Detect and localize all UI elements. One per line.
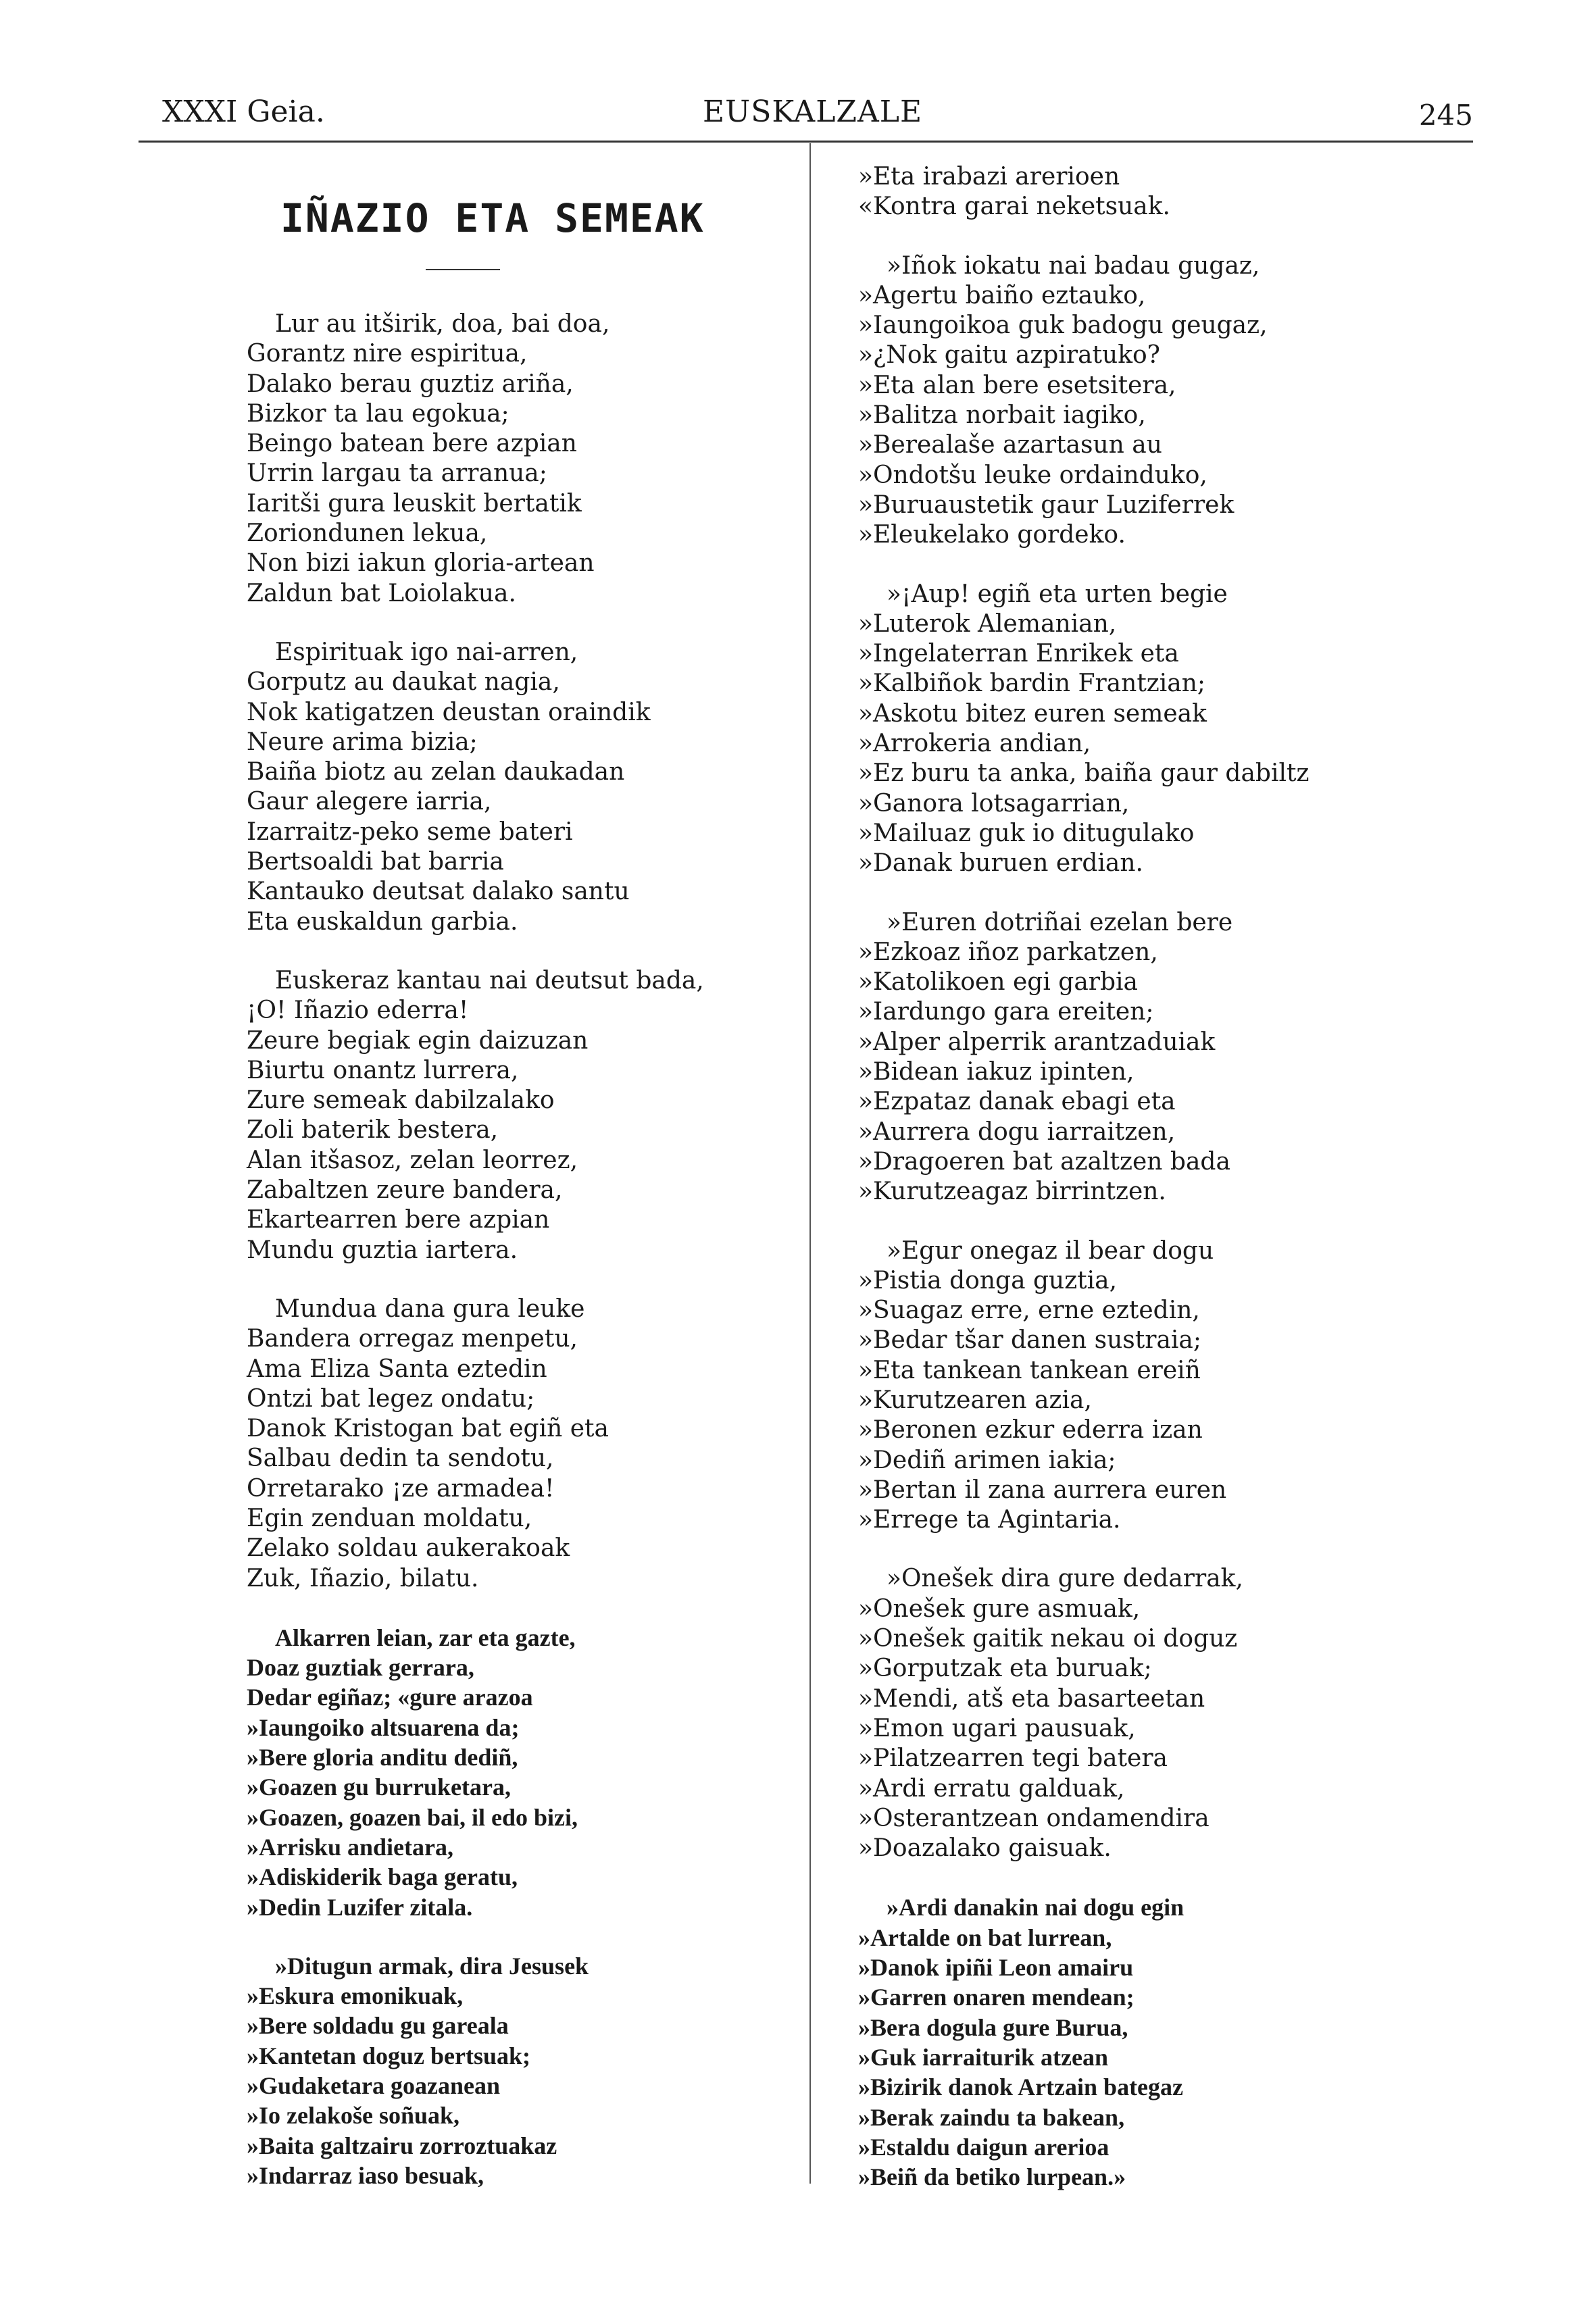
verse-line: Dedar egiñaz; «gure arazoa xyxy=(247,1684,533,1711)
verse-line: Zoli baterik bestera, xyxy=(247,1116,499,1145)
verse-line: Iaritši gura leuskit bertatik xyxy=(247,489,582,518)
verse-line: »Dedin Luzifer zitala. xyxy=(247,1893,473,1921)
verse-line: »Suagaz erre, erne eztedin, xyxy=(858,1297,1200,1325)
verse-line: »Ditugun armak, dira Jesusek xyxy=(275,1952,589,1980)
verse-line: »Emon ugari pausuak, xyxy=(858,1714,1136,1742)
verse-line: Kantauko deutsat dalako santu xyxy=(247,878,630,906)
verse-line: »Adiskiderik baga geratu, xyxy=(247,1863,518,1891)
verse-line: »Ez buru ta anka, baiña gaur dabiltz xyxy=(858,759,1310,788)
verse-line: »Bizirik danok Artzain bategaz xyxy=(858,2073,1184,2101)
verse-line: Ama Eliza Santa eztedin xyxy=(247,1355,547,1383)
verse-line: »Osterantzean ondamendira xyxy=(858,1804,1210,1832)
verse-line: »Gorputzak eta buruak; xyxy=(858,1655,1152,1683)
verse-line: »Beiñ da betiko lurpean.» xyxy=(858,2163,1126,2191)
stanza xyxy=(858,251,1466,551)
verse-line: »Eta tankean tankean ereiñ xyxy=(858,1356,1201,1384)
verse-line: »Agertu baiño eztauko, xyxy=(858,281,1146,309)
verse-line: »Kurutzearen azia, xyxy=(858,1386,1092,1414)
verse-line: Zeure begiak egin daizuzan xyxy=(247,1026,589,1055)
journal-name: EUSKALZALE xyxy=(703,95,923,129)
verse-line: »Doazalako gaisuak. xyxy=(858,1834,1112,1863)
verse-line: Bandera orregaz menpetu, xyxy=(247,1325,578,1353)
verse-line: Zure semeak dabilzalako xyxy=(247,1086,555,1115)
verse-line: »Baita galtzairu zorroztuakaz xyxy=(247,2132,557,2159)
verse-line: Gorantz nire espiritua, xyxy=(247,340,528,368)
verse-line: Lur au itširik, doa, bai doa, xyxy=(275,310,610,338)
stanza xyxy=(858,1892,1466,2192)
verse-line: Beingo batean bere azpian xyxy=(247,430,577,458)
verse-line: »Onešek gaitik nekau oi doguz xyxy=(858,1625,1238,1653)
verse-line: »Goazen gu burruketara, xyxy=(247,1774,511,1801)
verse-line: Mundua dana gura leuke xyxy=(275,1294,585,1323)
verse-line: »Danak buruen erdian. xyxy=(858,849,1143,878)
poem-title: IÑAZIO ETA SEMEAK xyxy=(280,195,705,241)
verse-line: »Garren onaren mendean; xyxy=(858,1984,1134,2011)
verse-line: »Bedar tšar danen sustraia; xyxy=(858,1326,1202,1355)
verse-line: »Guk iarraiturik atzean xyxy=(858,2043,1108,2071)
verse-line: »Bere soldadu gu gareala xyxy=(247,2012,509,2040)
verse-line: »Pistia donga guztia, xyxy=(858,1266,1118,1294)
verse-line: Bertsoaldi bat barria xyxy=(247,848,504,876)
verse-line: »Eta alan bere esetsitera, xyxy=(858,371,1176,399)
verse-line: »Eskura emonikuak, xyxy=(247,1982,464,2010)
verse-line: Bizkor ta lau egokua; xyxy=(247,399,509,428)
verse-line: »Iardungo gara ereiten; xyxy=(858,998,1154,1026)
verse-line: »Arrisku andietara, xyxy=(247,1833,453,1861)
stanza xyxy=(247,1623,801,1922)
verse-line: Zabaltzen zeure bandera, xyxy=(247,1176,563,1205)
page-number: 245 xyxy=(1418,99,1473,132)
verse-line: Non bizi iakun gloria-artean xyxy=(247,549,595,578)
verse-line: Ekartearren bere azpian xyxy=(247,1206,550,1234)
verse-line: Salbau dedin ta sendotu, xyxy=(247,1444,554,1473)
verse-line: »Ondotšu leuke ordainduko, xyxy=(858,461,1207,489)
verse-line: »Aurrera dogu iarraitzen, xyxy=(858,1117,1176,1146)
running-header xyxy=(135,81,1473,142)
verse-line: Zuk, Iñazio, bilatu. xyxy=(247,1564,479,1592)
stanza xyxy=(247,1951,801,2190)
verse-line: »Indarraz iaso besuak, xyxy=(247,2161,484,2189)
verse-line: Eta euskaldun garbia. xyxy=(247,907,518,936)
right-stanzas xyxy=(858,162,1466,2192)
verse-line: Baiña biotz au zelan daukadan xyxy=(247,758,625,786)
verse-line: Orretarako ¡ze armadea! xyxy=(247,1474,555,1503)
left-column xyxy=(247,162,801,2219)
verse-line: »Katolikoen egi garbia xyxy=(858,968,1139,997)
verse-line: Biurtu onantz lurrera, xyxy=(247,1056,519,1084)
title-rule xyxy=(426,269,500,270)
verse-line: Izarraitz-peko seme bateri xyxy=(247,818,573,846)
verse-line: »Gudaketara goazanean xyxy=(247,2072,501,2100)
verse-line: »Artalde on bat lurrean, xyxy=(858,1923,1112,1951)
verse-line: »Errege ta Agintaria. xyxy=(858,1506,1121,1534)
verse-line: »Alper alperrik arantzaduiak xyxy=(858,1028,1216,1056)
verse-line: »Ezkoaz iñoz parkatzen, xyxy=(858,938,1158,966)
stanza xyxy=(858,1236,1466,1536)
verse-line: »Bertan il zana aurrera euren xyxy=(858,1476,1227,1504)
verse-line: »Kalbiñok bardin Frantzian; xyxy=(858,670,1206,698)
stanza xyxy=(247,309,801,609)
verse-line: Mundu guztia iartera. xyxy=(247,1236,518,1264)
verse-line: »Pilatzearren tegi batera xyxy=(858,1744,1168,1773)
verse-line: »Iaungoiko altsuarena da; xyxy=(247,1713,520,1741)
verse-line: Zelako soldau aukerakoak xyxy=(247,1534,570,1563)
verse-line: Urrin largau ta arranua; xyxy=(247,459,547,488)
verse-line: Dalako berau guztiz ariña, xyxy=(247,370,574,398)
verse-line: »Estaldu daigun arerioa xyxy=(858,2133,1109,2161)
verse-line: »Danok ipiñi Leon amairu xyxy=(858,1954,1134,1982)
verse-line: ¡O! Iñazio ederra! xyxy=(247,997,469,1025)
verse-line: »¿Nok gaitu azpiratuko? xyxy=(858,341,1160,370)
stanza xyxy=(247,1294,801,1594)
stanza xyxy=(858,1564,1466,1863)
verse-line: »Iaungoikoa guk badogu geugaz, xyxy=(858,311,1268,340)
verse-line: »Egur onegaz il bear dogu xyxy=(887,1236,1214,1265)
verse-line: »Onešek dira gure dedarrak, xyxy=(887,1565,1243,1593)
verse-line: Danok Kristogan bat egiñ eta xyxy=(247,1415,609,1443)
verse-line: »Kantetan doguz bertsuak; xyxy=(247,2042,531,2069)
volume-label: XXXI Geia. xyxy=(162,95,325,129)
verse-line: »Mendi, atš eta basarteetan xyxy=(858,1684,1205,1713)
verse-line: »Ingelaterran Enrikek eta xyxy=(858,640,1179,668)
verse-line: »Iñok iokatu nai badau gugaz, xyxy=(887,251,1260,280)
verse-line: »Buruaustetik gaur Luziferrek xyxy=(858,491,1235,519)
verse-line: Espirituak igo nai-arren, xyxy=(275,638,578,666)
verse-line: »Askotu bitez euren semeak xyxy=(858,699,1207,728)
verse-line: »Goazen, goazen bai, il edo bizi, xyxy=(247,1803,578,1831)
verse-line: »Beronen ezkur ederra izan xyxy=(858,1416,1203,1444)
verse-line: »Berak zaindu ta bakean, xyxy=(858,2103,1125,2131)
verse-line: »Dragoeren bat azaltzen bada xyxy=(858,1147,1230,1176)
left-stanzas xyxy=(247,309,801,2190)
verse-line: »Berealaše azartasun au xyxy=(858,431,1162,459)
verse-line: »Kurutzeagaz birrintzen. xyxy=(858,1178,1166,1206)
verse-line: Zaldun bat Loiolakua. xyxy=(247,579,516,607)
verse-line: Gorputz au daukat nagia, xyxy=(247,668,560,697)
verse-line: Neure arima bizia; xyxy=(247,728,478,756)
verse-line: »Balitza norbait iagiko, xyxy=(858,401,1146,430)
right-column xyxy=(858,162,1466,2221)
stanza xyxy=(858,162,1466,222)
verse-line: »Eleukelako gordeko. xyxy=(858,521,1126,549)
verse-line: »Bidean iakuz ipinten, xyxy=(858,1058,1134,1086)
verse-line: »Ardi erratu galduak, xyxy=(858,1774,1125,1803)
verse-line: »Ezpataz danak ebagi eta xyxy=(858,1088,1176,1116)
verse-line: »Euren dotriñai ezelan bere xyxy=(887,908,1233,936)
verse-line: Ontzi bat legez ondatu; xyxy=(247,1384,535,1413)
verse-line: »Onešek gure asmuak, xyxy=(858,1594,1141,1623)
verse-line: »Arrokeria andian, xyxy=(858,730,1091,758)
verse-line: »Eta irabazi arerioen xyxy=(858,163,1120,191)
verse-line: Egin zenduan moldatu, xyxy=(247,1504,532,1532)
verse-line: »Io zelakoše soñuak, xyxy=(247,2102,460,2130)
verse-line: »Ganora lotsagarrian, xyxy=(858,789,1130,818)
stanza xyxy=(858,908,1466,1207)
verse-line: »Luterok Alemanian, xyxy=(858,609,1117,638)
verse-line: Gaur alegere iarria, xyxy=(247,788,492,816)
verse-line: »Mailuaz guk io ditugulako xyxy=(858,819,1195,847)
column-divider xyxy=(809,143,811,2184)
verse-line: »¡Aup! egiñ eta urten begie xyxy=(887,580,1228,608)
verse-line: »Ardi danakin nai dogu egin xyxy=(887,1894,1184,1921)
verse-line: Doaz guztiak gerrara, xyxy=(247,1654,474,1682)
verse-line: «Kontra garai neketsuak. xyxy=(858,193,1170,221)
verse-line: Alkarren leian, zar eta gazte, xyxy=(275,1624,576,1651)
verse-line: »Dediñ arimen iakia; xyxy=(858,1446,1116,1474)
verse-line: Alan itšasoz, zelan leorrez, xyxy=(247,1146,578,1174)
header-rule xyxy=(139,141,1473,143)
stanza xyxy=(247,966,801,1265)
verse-line: Euskeraz kantau nai deutsut bada, xyxy=(275,966,704,995)
verse-line: »Bere gloria anditu dediñ, xyxy=(247,1744,518,1771)
stanza xyxy=(858,580,1466,879)
stanza xyxy=(247,638,801,937)
verse-line: »Bera dogula gure Burua, xyxy=(858,2013,1128,2041)
verse-line: Nok katigatzen deustan oraindik xyxy=(247,698,651,726)
verse-line: Zoriondunen lekua, xyxy=(247,520,488,548)
